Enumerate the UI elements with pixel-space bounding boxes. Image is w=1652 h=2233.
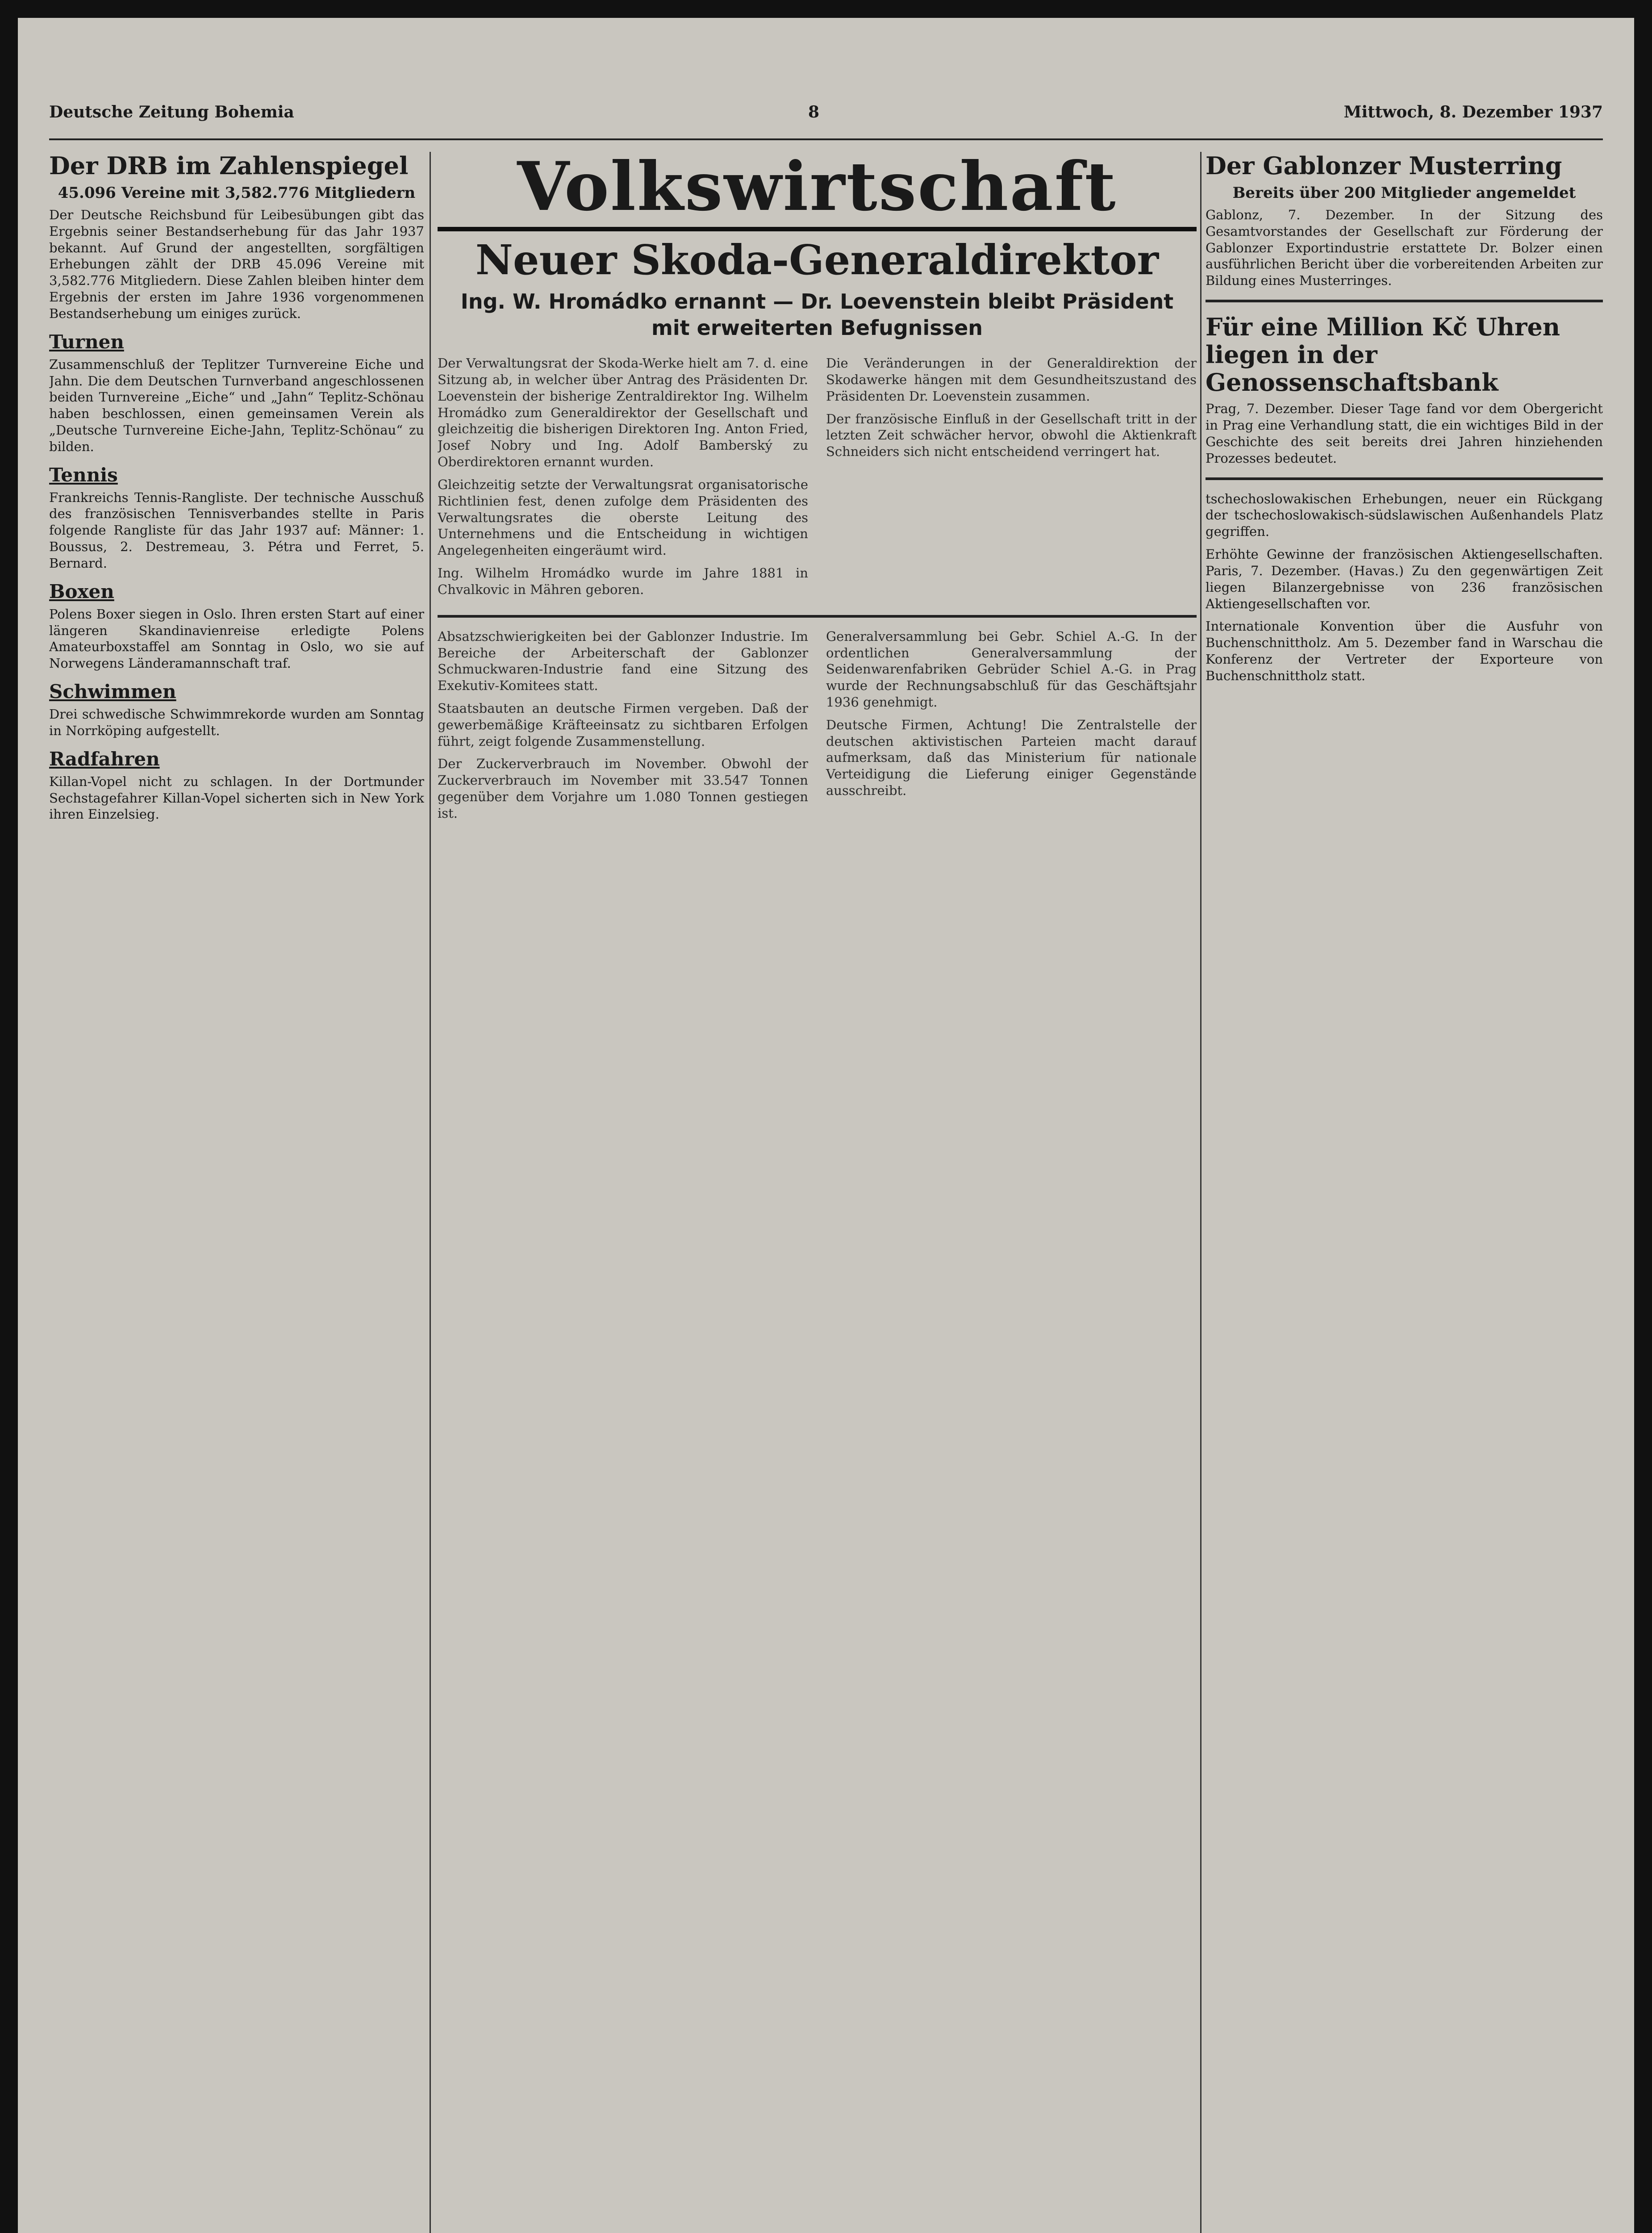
dnb-text: Der Deutsche Reichsbund für Leibesübungen gibt das Ergebnis seiner Bestandserhebung für das Jahr 1937 bekannt. Auf Grund der angestellten, sorgfältigen Erhebungen zählt der DRB 45.096 Vereine mit 3,582.776 Mitgliedern. Diese Zahlen bleiben hinter dem Ergebnis der ersten im Jahre 1936 vorgenommenen Bestandserhebung um einiges zurück. [49,207,424,321]
article-para: Die Veränderungen in der Generaldirektion der Skodawerke hängen mit dem Gesundheitszustand des Präsidenten Dr. Loevenstein zusammen. [826,355,1197,404]
brief-item: Staatsbauten an deutsche Firmen vergeben. Daß der gewerbemäßige Kräfteeinsatz zu sichtbaren Erfolgen führt, zeigt folgende Zusammenstellung. [438,701,808,749]
article-para: Gleichzeitig setzte der Verwaltungsrat organisatorische Richtlinien fest, denen zufolge dem Präsidenten des Verwaltungsrates die oberste Leitung des Unternehmens und die Entscheidung in wichtigen Angelegenheiten eingeräumt wird. [438,477,808,558]
radfahren-heading: Radfahren [49,748,160,770]
radfahren-text: Killan-Vopel nicht zu schlagen. In der Dortmunder Sechstagefahrer Killan-Vopel sicherten sich in New York ihren Einzelsieg. [49,774,424,822]
economy-section [438,152,1197,2233]
paper-name: Deutsche Zeitung Bohemia [49,103,294,121]
dnb-subtitle: 45.096 Vereine mit 3,582.776 Mitgliedern [58,184,416,202]
article-para: Der Verwaltungsrat der Skoda-Werke hielt am 7. d. eine Sitzung ab, in welcher über Antrag des Präsidenten Dr. Loevenstein der bisherige Zentraldirektor Ing. Wilhelm Hromádko zum Generaldirektor der Gesellschaft und gleichzeitig die bisherigen Direktoren Ing. Anton Fried, Josef Nobry und Ing. Adolf Bamberský zu Oberdirektoren ernannt wurden. [438,355,808,470]
article-subhead-1: Ing. W. Hromádko ernannt — Dr. Loevenstein bleibt Präsident [460,289,1174,314]
article-body [438,355,1197,604]
page-number: 8 [808,103,820,121]
section-banner: Volkswirtschaft [517,152,1117,226]
brief-item: Generalversammlung bei Gebr. Schiel A.-G. In der ordentlichen Generalversammlung der Seidenwarenfabriken Gebrüder Schiel A.-G. in Prag wurde der Rechnungsabschluß für das Geschäftsjahr 1936 genehmigt. [826,628,1197,710]
tennis-heading: Tennis [49,464,118,486]
section-divider [438,615,1197,618]
gablonz-title: Der Gablonzer Musterring [1206,152,1562,180]
dnb-title: Der DRB im Zahlenspiegel [49,152,409,180]
page-header [49,98,1603,140]
section-divider [1206,300,1603,302]
article-para: Ing. Wilhelm Hromádko wurde im Jahre 1881 in Chvalkovic in Mähren geboren. [438,565,808,597]
banner-rule [438,227,1197,231]
sports-column [49,152,424,2233]
section-divider [1206,477,1603,480]
tennis-text: Frankreichs Tennis-Rangliste. Der technische Ausschuß des französischen Tennisverbandes stellte in Paris folgende Rangliste für das Jahr 1937 auf: Männer: 1. Boussus, 2. Destremeau, 3. Pétra und Ferret, 5. Bernard. [49,489,424,571]
schwimmen-heading: Schwimmen [49,681,176,703]
brief-item: Deutsche Firmen, Achtung! Die Zentralstelle der deutschen aktivistischen Parteien macht darauf aufmerksam, daß das Ministerium für nationale Verteidigung die Lieferung einiger Gegenstände ausschreibt. [826,717,1197,799]
boxen-text: Polens Boxer siegen in Oslo. Ihren ersten Start auf einer längeren Skandinavienreise erledigte Polens Amateurboxstaffel am Sonntag in Oslo, wo sie auf Norwegens Länderamannschaft traf. [49,606,424,671]
newspaper-page [18,18,1634,2233]
gewinne-text: Erhöhte Gewinne der französischen Aktiengesellschaften. Paris, 7. Dezember. (Havas.) Zu den gegenwärtigen Zeit liegen Bilanzergebnisse von 236 französischen Aktiengesellschaften vor. [1206,547,1603,611]
schwimmen-text: Drei schwedische Schwimmrekorde wurden am Sonntag in Norrköping aufgestellt. [49,707,424,738]
article-para: Der französische Einfluß in der Gesellschaft tritt in der letzten Zeit schwächer hervor, obwohl die Aktienkraft Schneiders sich nicht entscheidend verringert hat. [826,411,1197,460]
brief-item: Der Zuckerverbrauch im November. Obwohl der Zuckerverbrauch im November mit 33.547 Tonnen gegenüber dem Vorjahre um 1.080 Tonnen gestiegen ist. [438,756,808,821]
boxen-heading: Boxen [49,580,114,602]
gablonz-subtitle: Bereits über 200 Mitglieder angemeldet [1232,184,1576,202]
uhren-text: Prag, 7. Dezember. Dieser Tage fand vor dem Obergericht in Prag eine Verhandlung statt, die ein wichtiges Bild in der Geschichte des seit bereits drei Jahren hinziehenden Prozesses bedeutet. [1206,401,1603,466]
gablonz-text: Gablonz, 7. Dezember. In der Sitzung des Gesamtvorstandes der Gesellschaft zur Förderung der Gablonzer Exportindustrie erstattete Dr. Bolzer einen ausführlichen Bericht über die vorbereitenden Arbeiten zur Bildung eines Musterringes. [1206,207,1603,289]
column-divider [430,152,431,2233]
turnen-heading: Turnen [49,330,124,353]
issue-date: Mittwoch, 8. Dezember 1937 [1343,103,1603,121]
article-headline: Neuer Skoda-Generaldirektor [475,235,1159,284]
article-subhead-2: mit erweiterten Befugnissen [651,316,983,340]
turnen-text: Zusammenschluß der Teplitzer Turnvereine Eiche und Jahn. Die dem Deutschen Turnverband angeschlossenen beiden Turnvereine „Eiche“ und „Jahn“ Teplitz-Schönau haben beschlossen, einen gemeinsamen Verein als „Deutsche Turnvereine Eiche-Jahn, Teplitz-Schönau“ zu bilden. [49,356,424,454]
intl-text: Internationale Konvention über die Ausfuhr von Buchenschnittholz. Am 5. Dezember fand in Warschau die Konferenz der Vertreter der Exporteure von Buchenschnittholz statt. [1206,619,1603,683]
column-divider [1200,152,1201,2233]
uhren-title: Für eine Million Kč Uhren liegen in der Genossenschaftsbank [1206,313,1560,397]
business-column [1206,152,1603,2233]
brief-item: Absatzschwierigkeiten bei der Gablonzer Industrie. Im Bereiche der Arbeiterschaft der Gablonzer Schmuckwaren-Industrie fand eine Sitzung des Exekutiv-Komitees statt. [438,628,808,694]
trade-text: tschechoslowakischen Erhebungen, neuer ein Rückgang der tschechoslowakisch-südslawischen Außenhandels Platz gegriffen. [1206,491,1603,539]
news-briefs [438,628,1197,828]
